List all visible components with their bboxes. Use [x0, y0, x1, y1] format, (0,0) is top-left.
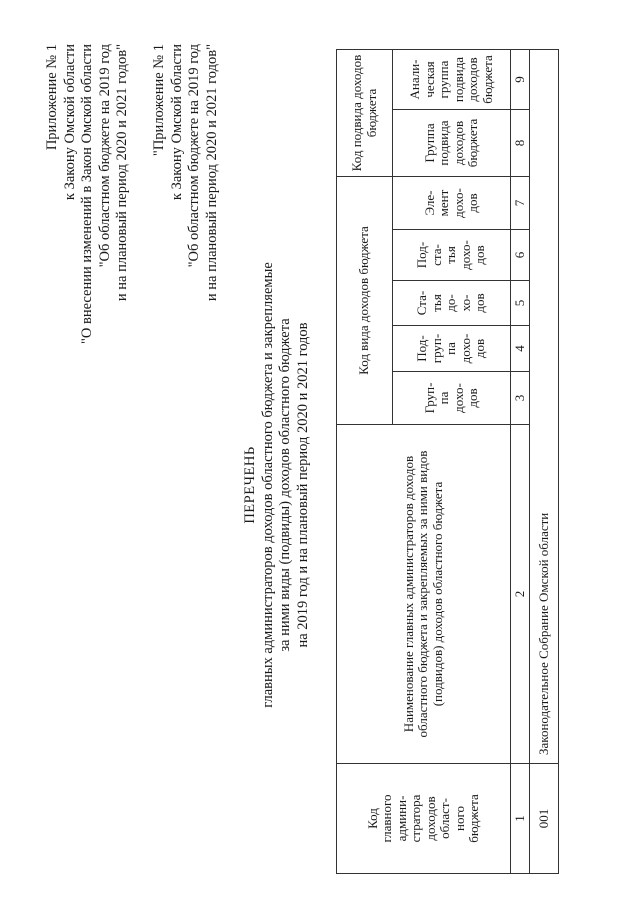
- header-income-subgroup: Под- груп- па дохо- дов: [393, 326, 511, 372]
- header-administrator-name: Наименование главных администраторов доходов областного бюджета и закрепляемых за ними видов (подвидов) доходов областного бюджета: [337, 425, 511, 764]
- admin-code-cell: 001: [530, 764, 559, 874]
- administrator-name-cell: Законодательное Собрание Омской области: [530, 50, 559, 764]
- header-income-group: Груп- па дохо- дов: [393, 372, 511, 425]
- header-line: "Об областном бюджете на 2019 год: [96, 44, 113, 268]
- header-line: и на плановый период 2020 и 2021 годов": [203, 44, 220, 302]
- appendix-header-original: [151, 44, 221, 301]
- table-row: [530, 50, 559, 874]
- document-title: [242, 155, 312, 815]
- column-number: 2: [511, 425, 530, 764]
- header-income-type-code: Код вида доходов бюджета: [337, 177, 393, 425]
- column-number-row: [511, 50, 530, 874]
- header-admin-code: Код главного админи- стратора доходов област- ного бюджета: [337, 764, 511, 874]
- header-income-article: Ста- тья до- хо- дов: [393, 281, 511, 326]
- title-heading: ПЕРЕЧЕНЬ: [242, 446, 258, 524]
- title-line: главных администраторов доходов областного бюджета и закрепляемые: [259, 262, 276, 708]
- header-income-subarticle: Под- ста- тья дохо- дов: [393, 230, 511, 281]
- header-line: Приложение № 1: [44, 44, 60, 151]
- header-line: к Закону Омской области: [168, 44, 185, 201]
- title-line: за ними виды (подвиды) доходов областного бюджета: [277, 318, 293, 652]
- column-number: 5: [511, 281, 530, 326]
- column-number: 3: [511, 372, 530, 425]
- column-number: 6: [511, 230, 530, 281]
- header-line: "О внесении изменений в Закон Омской области: [79, 44, 95, 344]
- header-income-element: Эле- мент дохо- дов: [393, 177, 511, 230]
- title-line: на 2019 год и на плановый период 2020 и 2021 годов: [294, 322, 311, 648]
- column-number: 9: [511, 50, 530, 110]
- column-number: 1: [511, 764, 530, 874]
- header-subtype-group: Группа подвида доходов бюджета: [393, 110, 511, 177]
- column-number: 4: [511, 326, 530, 372]
- header-line: к Закону Омской области: [61, 44, 78, 201]
- column-number: 8: [511, 110, 530, 177]
- header-income-subtype-code: Код подвида доходов бюджета: [337, 50, 393, 177]
- column-number: 7: [511, 177, 530, 230]
- header-line: "Об областном бюджете на 2019 год: [186, 44, 202, 268]
- header-analytical-group: Анали- ческая группа подвида доходов бюджета: [393, 50, 511, 110]
- appendix-header-amendment: [44, 44, 132, 344]
- header-line: "Приложение № 1: [151, 44, 167, 157]
- header-line: и на плановый период 2020 и 2021 годов": [114, 44, 130, 302]
- revenue-administrators-table: [336, 49, 559, 874]
